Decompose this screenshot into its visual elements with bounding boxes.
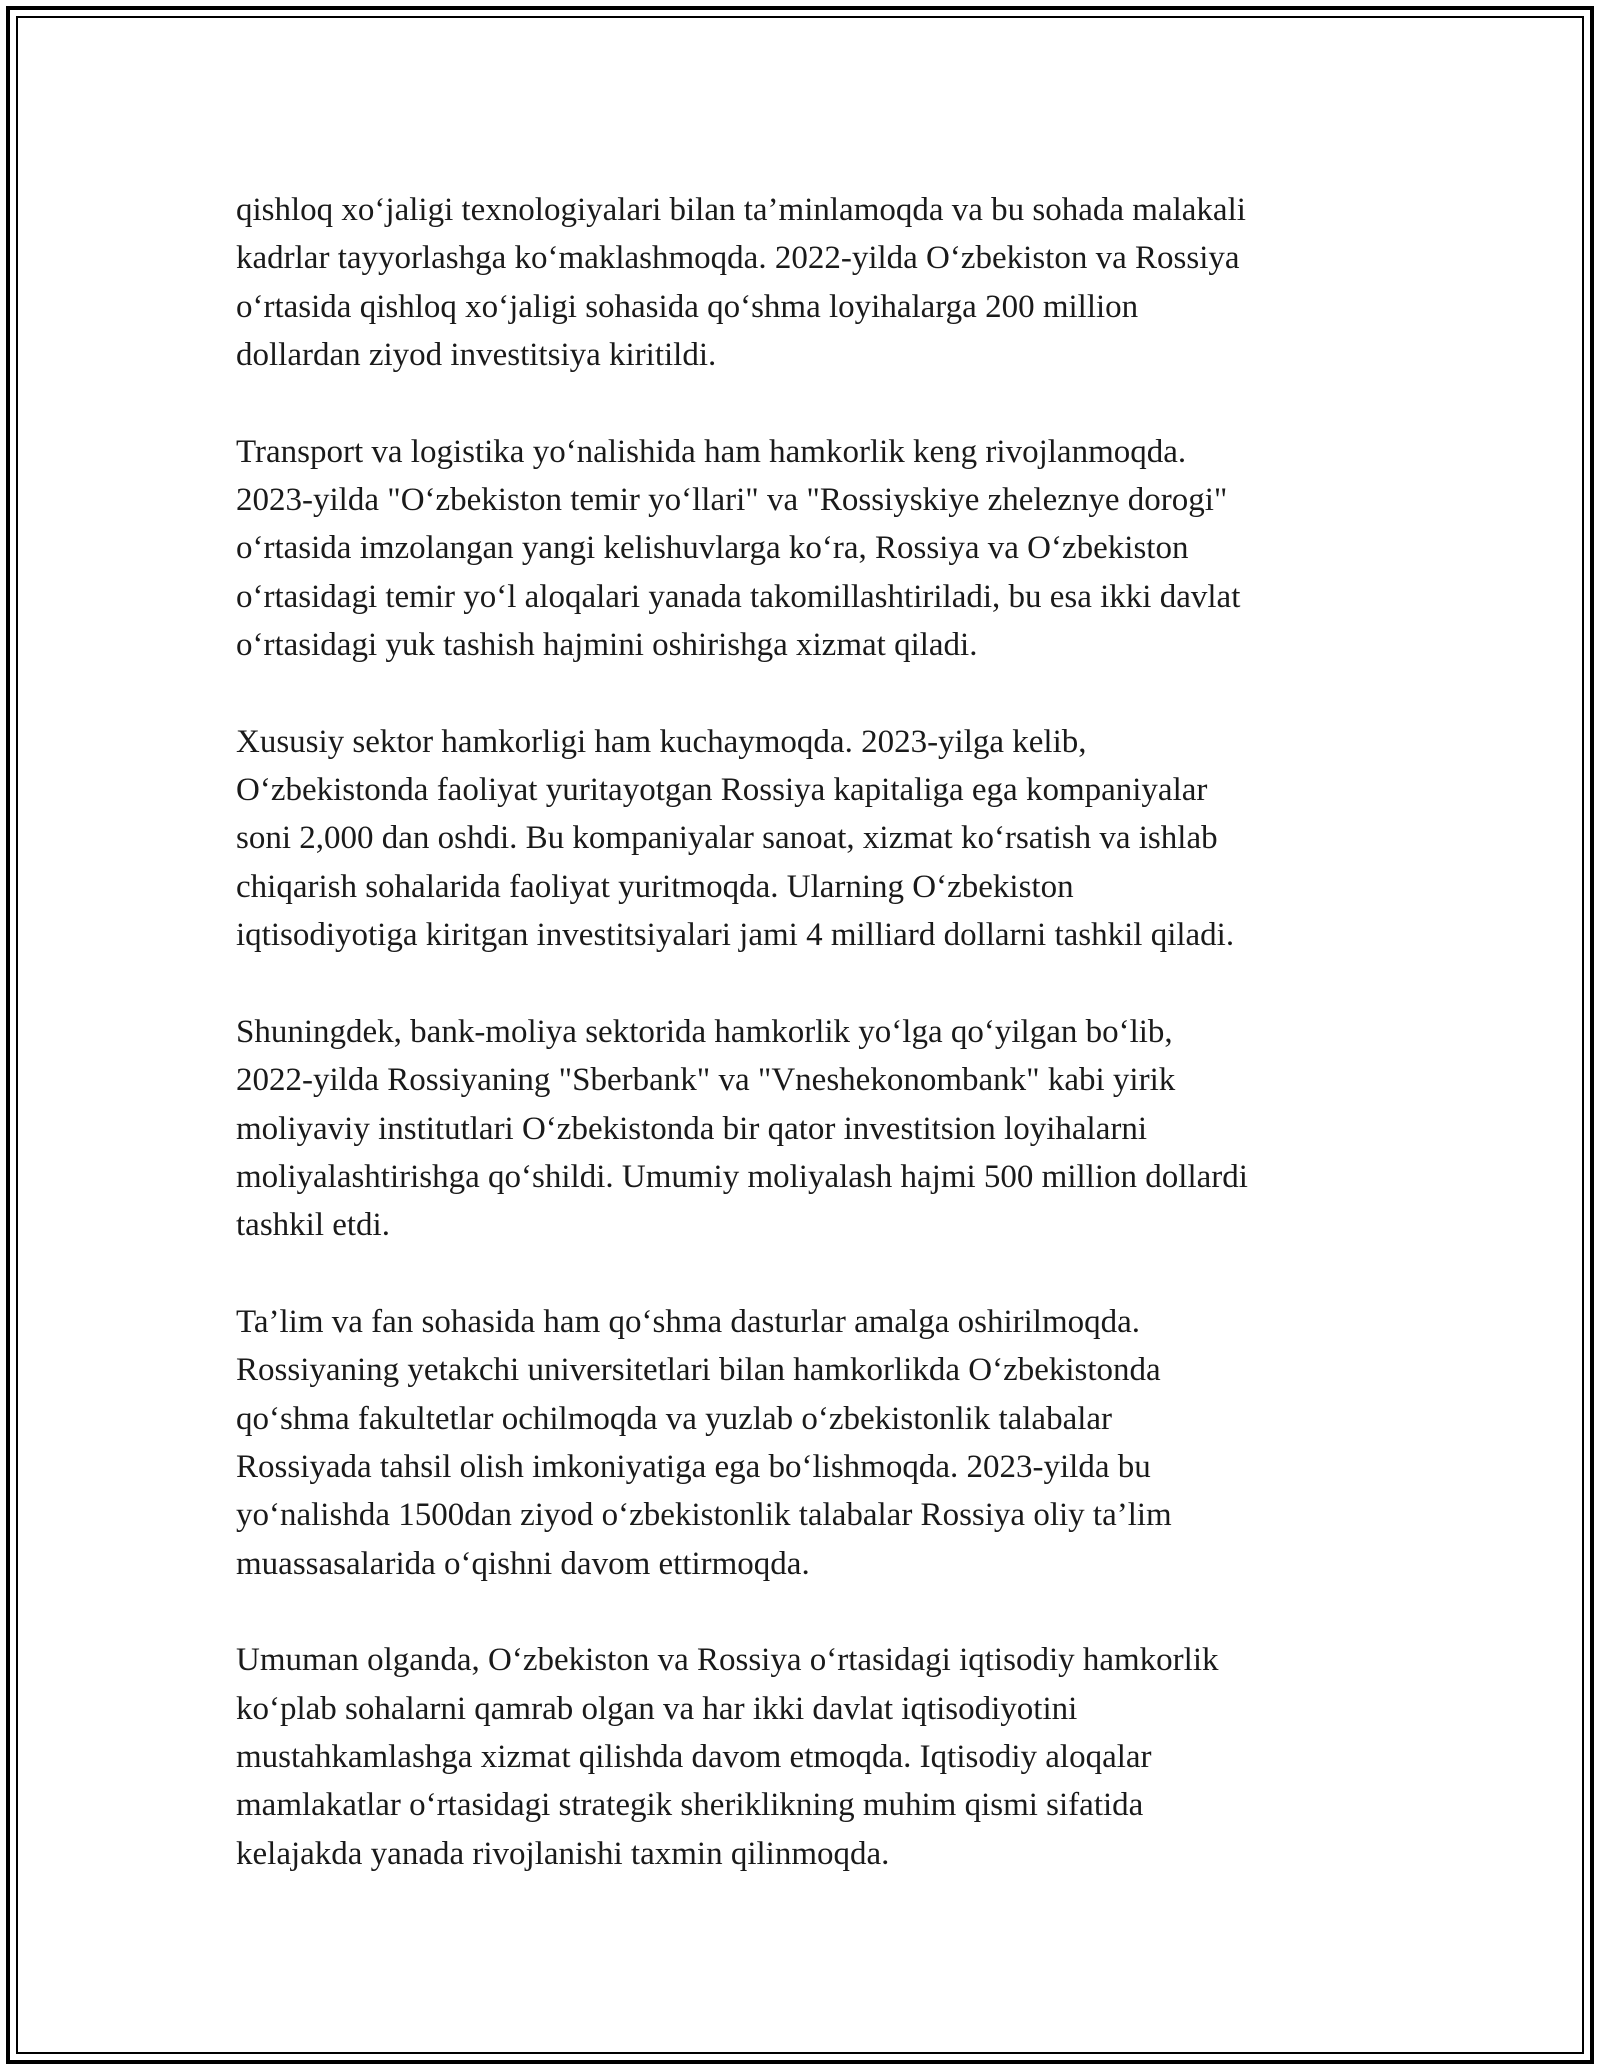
text-line: Ta’lim va fan sohasida ham qo‘shma dasturlar amalga oshirilmoqda. (236, 1303, 1141, 1340)
text-line: moliyaviy institutlari O‘zbekistonda bir qator investitsion loyihalarni (236, 1110, 1148, 1147)
paragraph-transport (236, 428, 1386, 670)
text-line: kelajakda yanada rivojlanishi taxmin qilinmoqda. (236, 1835, 890, 1872)
text-line: Shuningdek, bank-moliya sektorida hamkorlik yo‘lga qo‘yilgan bo‘lib, (236, 1013, 1173, 1050)
paragraph-education (236, 1298, 1386, 1588)
paragraph-private-sector (236, 718, 1386, 960)
text-line: kadrlar tayyorlashga ko‘maklashmoqda. 2022-yilda O‘zbekiston va Rossiya (236, 240, 1240, 277)
text-line: qishloq xo‘jaligi texnologiyalari bilan ta’minlamoqda va bu sohada malakali (236, 192, 1246, 228)
text-line: O‘zbekistonda faoliyat yuritayotgan Rossiya kapitaliga ega kompaniyalar (236, 772, 1208, 809)
document-body (236, 186, 1386, 1926)
text-line: dollardan ziyod investitsiya kiritildi. (236, 337, 717, 374)
text-line: iqtisodiyotiga kiritgan investitsiyalari jami 4 milliard dollarni tashkil qiladi. (236, 917, 1235, 954)
text-line: Rossiyada tahsil olish imkoniyatiga ega bo‘lishmoqda. 2023-yilda bu (236, 1448, 1151, 1485)
text-line: 2022-yilda Rossiyaning "Sberbank" va "Vneshekonombank" kabi yirik (236, 1062, 1176, 1099)
text-line: Rossiyaning yetakchi universitetlari bilan hamkorlikda O‘zbekistonda (236, 1352, 1161, 1389)
paragraph-banking (236, 1008, 1386, 1250)
text-line: ko‘plab sohalarni qamrab olgan va har ikki davlat iqtisodiyotini (236, 1690, 1078, 1727)
paragraph-agriculture (236, 186, 1386, 380)
text-line: mamlakatlar o‘rtasidagi strategik sheriklikning muhim qismi sifatida (236, 1787, 1144, 1824)
text-line: Xususiy sektor hamkorligi ham kuchaymoqda. 2023-yilga kelib, (236, 723, 1087, 760)
text-line: o‘rtasidagi temir yo‘l aloqalari yanada takomillashtiriladi, bu esa ikki davlat (236, 578, 1241, 615)
text-line: moliyalashtirishga qo‘shildi. Umumiy moliyalash hajmi 500 million dollardi (236, 1158, 1248, 1195)
text-line: yo‘nalishda 1500dan ziyod o‘zbekistonlik talabalar Rossiya oliy ta’lim (236, 1497, 1172, 1534)
text-line: o‘rtasida imzolangan yangi kelishuvlarga ko‘ra, Rossiya va O‘zbekiston (236, 530, 1189, 567)
paragraph-conclusion (236, 1636, 1386, 1878)
text-line: 2023-yilda "O‘zbekiston temir yo‘llari" va "Rossiyskiye zheleznye dorogi" (236, 482, 1228, 519)
text-line: o‘rtasidagi yuk tashish hajmini oshirishga xizmat qiladi. (236, 627, 978, 664)
text-line: Umuman olganda, O‘zbekiston va Rossiya o‘rtasidagi iqtisodiy hamkorlik (236, 1642, 1219, 1679)
text-line: qo‘shma fakultetlar ochilmoqda va yuzlab o‘zbekistonlik talabalar (236, 1400, 1113, 1437)
text-line: o‘rtasida qishloq xo‘jaligi sohasida qo‘shma loyihalarga 200 million (236, 288, 1139, 325)
text-line: chiqarish sohalarida faoliyat yuritmoqda. Ularning O‘zbekiston (236, 868, 1074, 905)
text-line: Transport va logistika yo‘nalishida ham hamkorlik keng rivojlanmoqda. (236, 433, 1187, 470)
text-line: tashkil etdi. (236, 1207, 390, 1244)
text-line: mustahkamlashga xizmat qilishda davom etmoqda. Iqtisodiy aloqalar (236, 1738, 1152, 1775)
text-line: soni 2,000 dan oshdi. Bu kompaniyalar sanoat, xizmat ko‘rsatish va ishlab (236, 820, 1218, 857)
text-line: muassasalarida o‘qishni davom ettirmoqda. (236, 1545, 810, 1582)
